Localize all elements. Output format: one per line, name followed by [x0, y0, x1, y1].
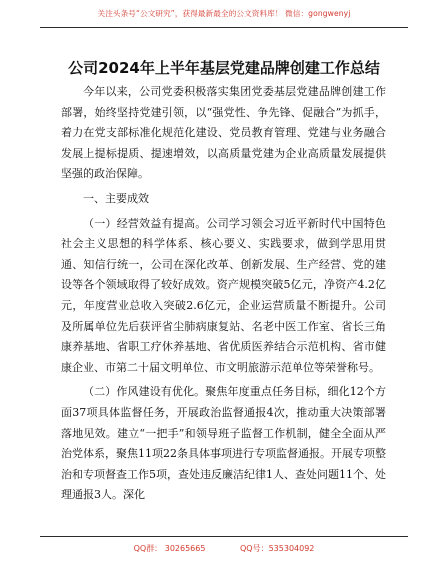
subsection-paragraph-2: （二）作风建设有优化。聚焦年度重点任务目标，细化12个方面37项具体监督任务，开展政治监督通报4次，推动重大决策部署落地见效。建立“一把手”和领导班子监督工作机制，健全全面从严治党体系，聚焦11项22条具体事项进行专项监督通报。开展专项整治和专项督查工作5项，查处违反廉洁纪律1人、查处问题11个、处理通报3人。深化 [61, 385, 386, 502]
document-body [61, 82, 386, 506]
footer-qq-number: QQ号：535304092 [240, 544, 315, 553]
footer-divider [40, 536, 408, 537]
section-heading: 一、主要成效 [83, 191, 149, 205]
header-divider [40, 27, 408, 28]
intro-paragraph: 今年以来，公司党委积极落实集团党委基层党建品牌创建工作部署，始终坚持党建引领，以“强党性、争先锋、促融合”为抓手，着力在党支部标准化规范化建设、党员教育管理、党建与业务融合发展上提标提质、提速增效，以高质量党建为企业高质量发展提供坚强的政治保障。 [61, 85, 386, 181]
header-banner: 关注头条号“公文研究”，获得最新最全的公文资料库！ 微信：gongwenyj [97, 9, 351, 18]
subsection-paragraph-1: （一）经营效益有提高。公司学习领会习近平新时代中国特色社会主义思想的科学体系、核心要义、实践要求，做到学思用贯通、知信行统一，公司在深化改革、创新发展、生产经营、党的建设等各个领域取得了较好成效。资产规模突破5亿元，净资产4.2亿元，年度营业总收入突破2.6亿元，企业运营质量不断提升。公司及所属单位先后获评省尘肺病康复站、名老中医工作室、省长三角康养基地、省职工疗休养基地、省优质医养结合示范机构、省市健康企业、市第二十届文明单位、市文明旅游示范单位等荣誉称号。 [61, 216, 386, 374]
footer-qq-group: QQ群： 30265665 [133, 544, 206, 553]
document-title: 公司2024年上半年基层党建品牌创建工作总结 [68, 59, 380, 77]
footer-contacts [0, 543, 448, 554]
